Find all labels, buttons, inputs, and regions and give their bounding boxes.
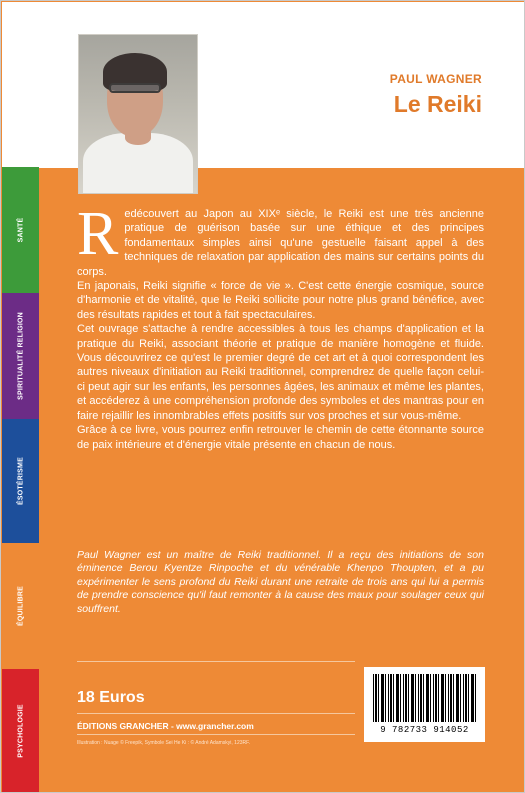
author-name: PAUL WAGNER bbox=[389, 72, 482, 86]
category-tab-esoterisme bbox=[2, 419, 39, 543]
category-tab-psychologie bbox=[2, 669, 39, 793]
barcode-number: 9 782733 914052 bbox=[380, 725, 469, 735]
category-label: ÉQUILIBRE bbox=[17, 586, 24, 626]
divider bbox=[77, 734, 355, 735]
category-label: SANTÉ bbox=[17, 217, 24, 243]
author-glasses bbox=[109, 83, 161, 93]
drop-cap: R bbox=[77, 200, 119, 268]
paragraph-3: Cet ouvrage s'attache à rendre accessibles à tous les champs d'application et la pratique du Reiki, associant théorie et pratique de manière homogène et fluide. Vous découvrirez ce qu'est le premier degré de cet art et à quoi correspondent les autres niveaux d'initiation au Reiki traditionnel, comprendrez de quelle façon celui-ci peut agir sur les enfants, les personnes âgées, les animaux et même les plantes, et accéderez à une compréhension profonde des symboles et des mantras pour en faire rejaillir les innombrables effets positifs sur vos proches et sur vous-même. bbox=[77, 323, 484, 422]
paragraph-1-text: edécouvert au Japon au XIXᵉ siècle, le Reiki est une très ancienne pratique de guérison basée sur une éthique et des principes fondamentaux simples ainsi qu'une gestuelle faisant appel à des techniques de relaxation par application des mains sur certains points du corps. bbox=[77, 208, 484, 278]
paragraph-1 bbox=[77, 200, 484, 279]
publisher: ÉDITIONS GRANCHER - www.grancher.com bbox=[77, 721, 254, 731]
barcode-bars bbox=[373, 674, 477, 722]
barcode bbox=[364, 667, 485, 742]
paragraph-4: Grâce à ce livre, vous pourrez enfin retrouver le chemin de cette étonnante source de paix intérieure et d'énergie vitale présente en chacun de nous. bbox=[77, 424, 484, 451]
category-label: PSYCHOLOGIE bbox=[17, 704, 24, 758]
category-label: ÉSOTÉRISME bbox=[17, 457, 24, 505]
author-photo bbox=[79, 35, 197, 193]
category-tab-spiritualite bbox=[2, 293, 39, 419]
author-bio: Paul Wagner est un maître de Reiki traditionnel. Il a reçu des initiations de son éminence Berou Kyentze Rinpoche et du vénérable Khenpo Thoupten, et a pu expérimenter le sens profond du Reiki durant une retraite de trois ans qui lui a permis de prendre conscience qu'il faut remonter à la cause des maux pour soulager ceux qui souffrent. bbox=[77, 549, 484, 615]
blurb-text bbox=[77, 200, 484, 452]
category-label: SPIRITUALITÉ RELIGION bbox=[17, 312, 24, 400]
divider bbox=[77, 661, 355, 662]
image-credits: Illustration : Nuage © Freepik, Symbole Sei He Ki : © André Adamskyi, 123RF. bbox=[77, 740, 251, 746]
price: 18 Euros bbox=[77, 689, 145, 706]
category-tab-sante bbox=[2, 167, 39, 293]
paragraph-2: En japonais, Reiki signifie « force de vie ». C'est cette énergie cosmique, source d'harmonie et de vitalité, que le Reiki sollicite pour notre plus grand bénéfice, avec des résultats rapides et tout à fait spectaculaires. bbox=[77, 280, 484, 321]
book-title: Le Reiki bbox=[393, 91, 482, 117]
category-tab-equilibre bbox=[2, 543, 39, 669]
divider bbox=[77, 713, 355, 714]
